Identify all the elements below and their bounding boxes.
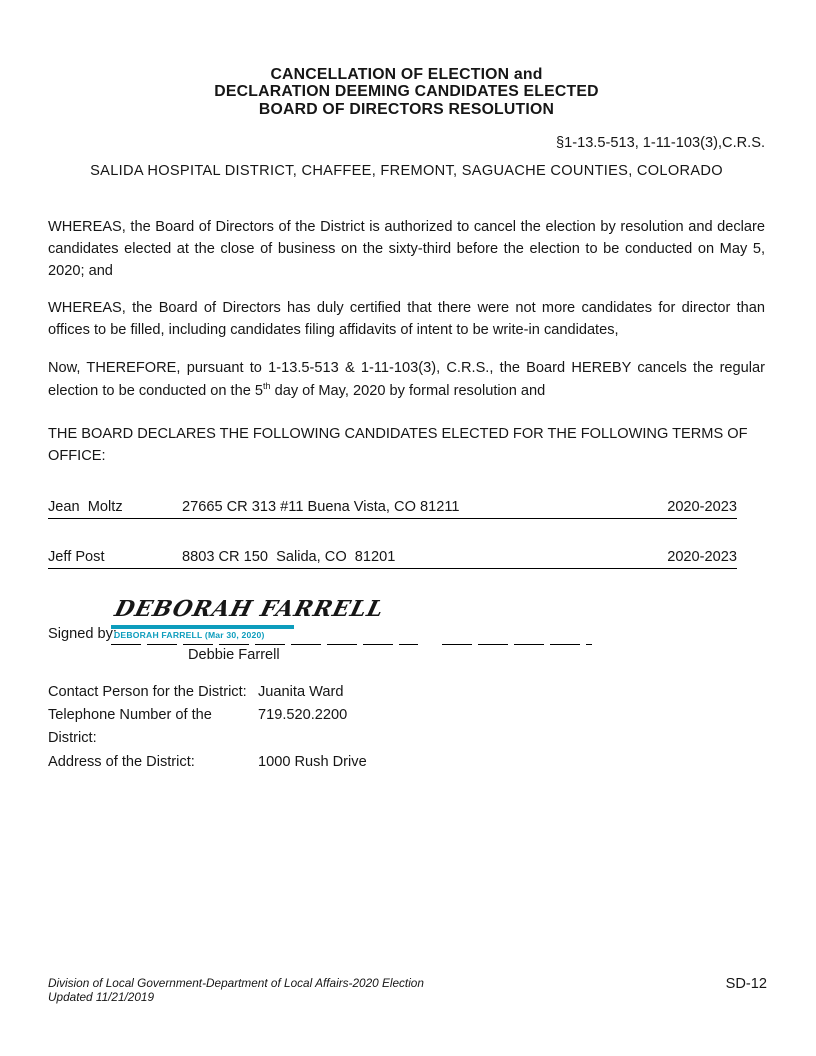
candidate-name: Jean Moltz xyxy=(48,498,123,515)
contact-value: Juanita Ward xyxy=(258,683,344,700)
title-line-3: BOARD OF DIRECTORS RESOLUTION xyxy=(258,100,555,118)
title-line-2: DECLARATION DEEMING CANDIDATES ELECTED xyxy=(214,83,599,101)
form-code: SD-12 xyxy=(725,976,767,992)
signed-by-label: Signed by: xyxy=(48,625,117,642)
declaration-line: THE BOARD DECLARES THE FOLLOWING CANDIDATES ELECTED FOR THE FOLLOWING TERMS OF OFFICE: xyxy=(48,425,748,465)
candidate-row xyxy=(48,549,737,569)
title-line-1: CANCELLATION OF ELECTION and xyxy=(270,66,543,83)
contact-row xyxy=(48,751,765,774)
contact-label: Address of the District: xyxy=(48,753,195,770)
contact-value: 1000 Rush Drive xyxy=(258,753,367,770)
district-heading: SALIDA HOSPITAL DISTRICT, CHAFFEE, FREMONT, SAGUACHE COUNTIES, COLORADO xyxy=(90,162,723,179)
contact-section xyxy=(48,681,765,775)
therefore-text-end: day of May, 2020 by formal resolution and xyxy=(270,382,546,399)
contact-label: Contact Person for the District: xyxy=(48,683,247,700)
printed-name: Debbie Farrell xyxy=(188,646,280,663)
therefore-paragraph xyxy=(48,357,765,402)
contact-row xyxy=(48,681,765,704)
candidates-table xyxy=(48,499,737,569)
candidate-row xyxy=(48,499,737,519)
contact-value: 719.520.2200 xyxy=(258,706,348,723)
contact-label: Telephone Number of the District: xyxy=(48,706,212,747)
candidate-term: 2020-2023 xyxy=(667,548,737,565)
candidate-address: 8803 CR 150 Salida, CO 81201 xyxy=(182,548,396,565)
candidate-name: Jeff Post xyxy=(48,548,105,565)
whereas-paragraph-2: WHEREAS, the Board of Directors has duly certified that there were not more candidates for director than offices to be filled, including candidates filing affidavits of intent to be write-in candidates, xyxy=(48,299,765,339)
esign-underline xyxy=(111,625,294,629)
candidate-term: 2020-2023 xyxy=(667,498,737,515)
date-line xyxy=(442,644,592,646)
esign-caption: DEBORAH FARRELL (Mar 30, 2020) xyxy=(114,629,265,640)
signature-script: DEBORAH FARRELL xyxy=(112,595,387,622)
footer-line-1: Division of Local Government-Department of Local Affairs-2020 Election xyxy=(48,976,424,990)
footer xyxy=(48,977,424,1004)
signature-line xyxy=(111,644,418,646)
footer-line-2: Updated 11/21/2019 xyxy=(48,989,155,1004)
document-title xyxy=(48,66,765,118)
contact-row xyxy=(48,704,765,751)
signature-block xyxy=(48,595,765,664)
therefore-text: Now, THEREFORE, pursuant to 1-13.5-513 & 1-11-103(3), C.R.S., the Board HEREBY cancels the regular election to be conducted on the 5 xyxy=(48,360,765,399)
whereas-paragraph-1: WHEREAS, the Board of Directors of the District is authorized to cancel the election by resolution and declare candidates elected at the close of business on the sixty-third before the election to be conducted on May 5, 2020; and xyxy=(48,218,765,280)
candidate-address: 27665 CR 313 #11 Buena Vista, CO 81211 xyxy=(182,498,460,515)
ordinal-superscript: th xyxy=(263,380,271,391)
statute-citation: §1-13.5-513, 1-11-103(3),C.R.S. xyxy=(555,134,765,151)
